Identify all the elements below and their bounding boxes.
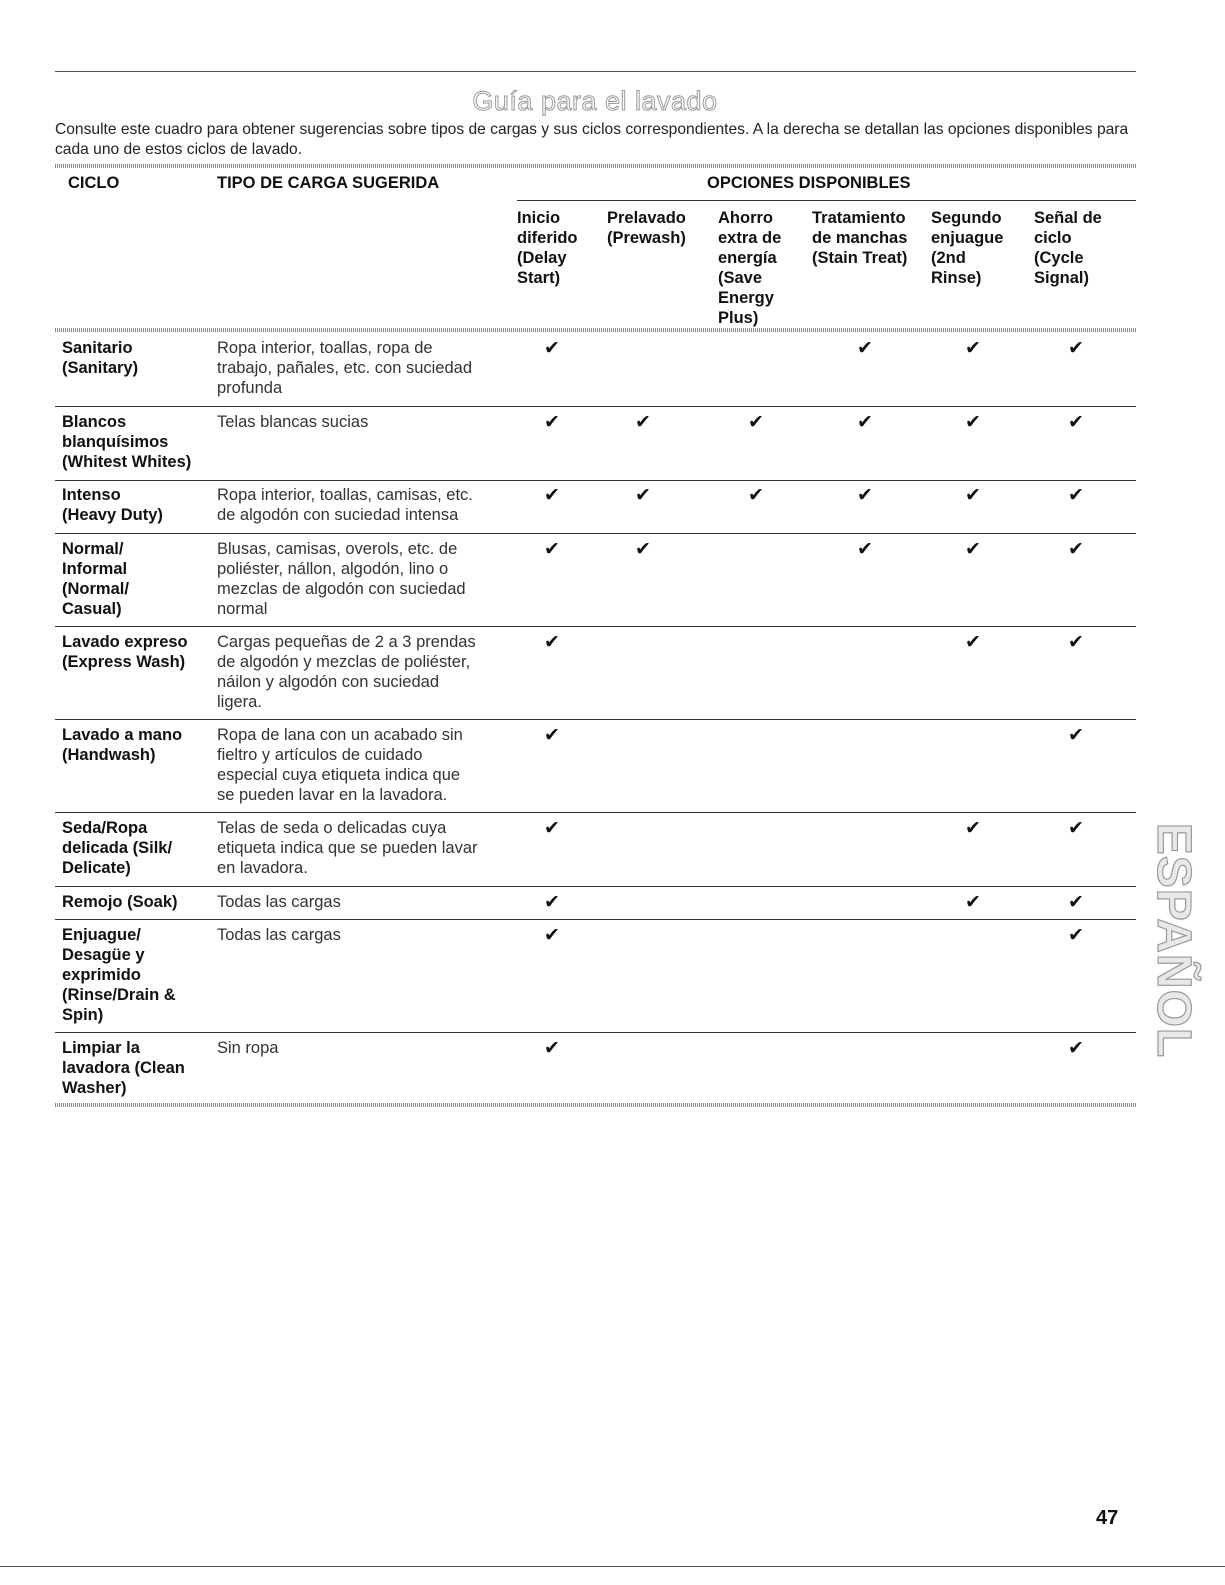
row-divider xyxy=(55,886,1136,887)
header-dotted-rule xyxy=(55,164,1136,168)
table-top-dotted-rule xyxy=(55,328,1136,332)
cycle-name: Sanitario (Sanitary) xyxy=(62,339,139,377)
check-mark-icon: ✔ xyxy=(965,338,981,359)
check-mark-icon: ✔ xyxy=(857,338,873,359)
check-mark-icon: ✔ xyxy=(1068,485,1084,506)
cycle-name: Blancos blanquísimos (Whitest Whites) xyxy=(62,413,192,471)
check-mark-icon: ✔ xyxy=(965,632,981,653)
check-mark-icon: ✔ xyxy=(1068,412,1084,433)
load-description: Sin ropa xyxy=(217,1039,279,1057)
table-bottom-dotted-rule xyxy=(55,1103,1136,1107)
check-mark-icon: ✔ xyxy=(635,539,651,560)
check-mark-icon: ✔ xyxy=(544,925,560,946)
check-mark-icon: ✔ xyxy=(965,485,981,506)
check-mark-icon: ✔ xyxy=(544,725,560,746)
check-mark-icon: ✔ xyxy=(544,1038,560,1059)
option-stain-treat: Tratamiento de manchas (Stain Treat) xyxy=(812,209,908,267)
load-description: Todas las cargas xyxy=(217,893,341,911)
load-description: Cargas pequeñas de 2 a 3 prendas de algodón y mezclas de poliéster, náilon y algodón con suciedad ligera. xyxy=(217,633,476,711)
check-mark-icon: ✔ xyxy=(965,892,981,913)
option-prewash: Prelavado (Prewash) xyxy=(607,209,686,247)
header-cycle: CICLO xyxy=(68,174,120,192)
row-divider xyxy=(55,1032,1136,1033)
check-mark-icon: ✔ xyxy=(544,539,560,560)
check-mark-icon: ✔ xyxy=(635,412,651,433)
check-mark-icon: ✔ xyxy=(544,338,560,359)
check-mark-icon: ✔ xyxy=(857,539,873,560)
options-header-rule xyxy=(517,200,1136,201)
check-mark-icon: ✔ xyxy=(857,412,873,433)
page-title: Guía para el lavado xyxy=(472,86,718,116)
check-mark-icon: ✔ xyxy=(1068,632,1084,653)
cycle-name: Seda/Ropa delicada (Silk/ Delicate) xyxy=(62,819,173,877)
check-mark-icon: ✔ xyxy=(748,412,764,433)
option-delay-start: Inicio diferido (Delay Start) xyxy=(517,209,578,287)
cycle-name: Limpiar la lavadora (Clean Washer) xyxy=(62,1039,185,1097)
check-mark-icon: ✔ xyxy=(1068,1038,1084,1059)
check-mark-icon: ✔ xyxy=(1068,818,1084,839)
load-description: Ropa interior, toallas, camisas, etc. de algodón con suciedad intensa xyxy=(217,486,473,524)
bottom-rule xyxy=(0,1566,1225,1567)
side-language-tab xyxy=(1136,820,1212,1060)
check-mark-icon: ✔ xyxy=(1068,539,1084,560)
check-mark-icon: ✔ xyxy=(1068,725,1084,746)
row-divider xyxy=(55,719,1136,720)
check-mark-icon: ✔ xyxy=(544,485,560,506)
option-cycle-signal: Señal de ciclo (Cycle Signal) xyxy=(1034,209,1102,287)
row-divider xyxy=(55,919,1136,920)
check-mark-icon: ✔ xyxy=(1068,892,1084,913)
cycle-name: Normal/ Informal (Normal/ Casual) xyxy=(62,540,129,618)
check-mark-icon: ✔ xyxy=(544,892,560,913)
check-mark-icon: ✔ xyxy=(544,818,560,839)
load-description: Ropa interior, toallas, ropa de trabajo, pañales, etc. con suciedad profunda xyxy=(217,339,473,397)
row-divider xyxy=(55,406,1136,407)
check-mark-icon: ✔ xyxy=(1068,925,1084,946)
option-2nd-rinse: Segundo enjuague (2nd Rinse) xyxy=(931,209,1004,287)
intro-text: Consulte este cuadro para obtener sugerencias sobre tipos de cargas y sus ciclos correspondientes. A la derecha se detallan las opciones disponibles para cada uno de estos ciclos de lavado. xyxy=(55,121,1129,158)
cycle-name: Enjuague/ Desagüe y exprimido (Rinse/Drain & Spin) xyxy=(62,926,176,1024)
check-mark-icon: ✔ xyxy=(965,539,981,560)
top-rule xyxy=(55,71,1136,72)
check-mark-icon: ✔ xyxy=(748,485,764,506)
check-mark-icon: ✔ xyxy=(544,412,560,433)
cycle-name: Lavado a mano (Handwash) xyxy=(62,726,183,764)
row-divider xyxy=(55,533,1136,534)
option-save-energy-plus: Ahorro extra de energía (Save Energy Plus) xyxy=(718,209,782,327)
check-mark-icon: ✔ xyxy=(857,485,873,506)
header-options: OPCIONES DISPONIBLES xyxy=(707,174,911,192)
check-mark-icon: ✔ xyxy=(965,412,981,433)
header-load: TIPO DE CARGA SUGERIDA xyxy=(217,174,440,192)
row-divider xyxy=(55,812,1136,813)
side-language-label: ESPAÑOL xyxy=(1147,822,1201,1058)
row-divider xyxy=(55,480,1136,481)
check-mark-icon: ✔ xyxy=(965,818,981,839)
cycle-name: Lavado expreso (Express Wash) xyxy=(62,633,188,671)
check-mark-icon: ✔ xyxy=(544,632,560,653)
load-description: Telas de seda o delicadas cuya etiqueta indica que se pueden lavar en lavadora. xyxy=(217,819,478,877)
load-description: Todas las cargas xyxy=(217,926,341,944)
cycle-name: Remojo (Soak) xyxy=(62,893,178,911)
check-mark-icon: ✔ xyxy=(635,485,651,506)
load-description: Telas blancas sucias xyxy=(217,413,369,431)
load-description: Ropa de lana con un acabado sin fieltro y artículos de cuidado especial cuya etiqueta indica que se pueden lavar en la lavadora. xyxy=(217,726,463,804)
load-description: Blusas, camisas, overols, etc. de poliéster, nállon, algodón, lino o mezclas de algodón con suciedad normal xyxy=(217,540,466,618)
page-number: 47 xyxy=(1096,1507,1119,1529)
row-divider xyxy=(55,626,1136,627)
check-mark-icon: ✔ xyxy=(1068,338,1084,359)
cycle-name: Intenso (Heavy Duty) xyxy=(62,486,163,524)
